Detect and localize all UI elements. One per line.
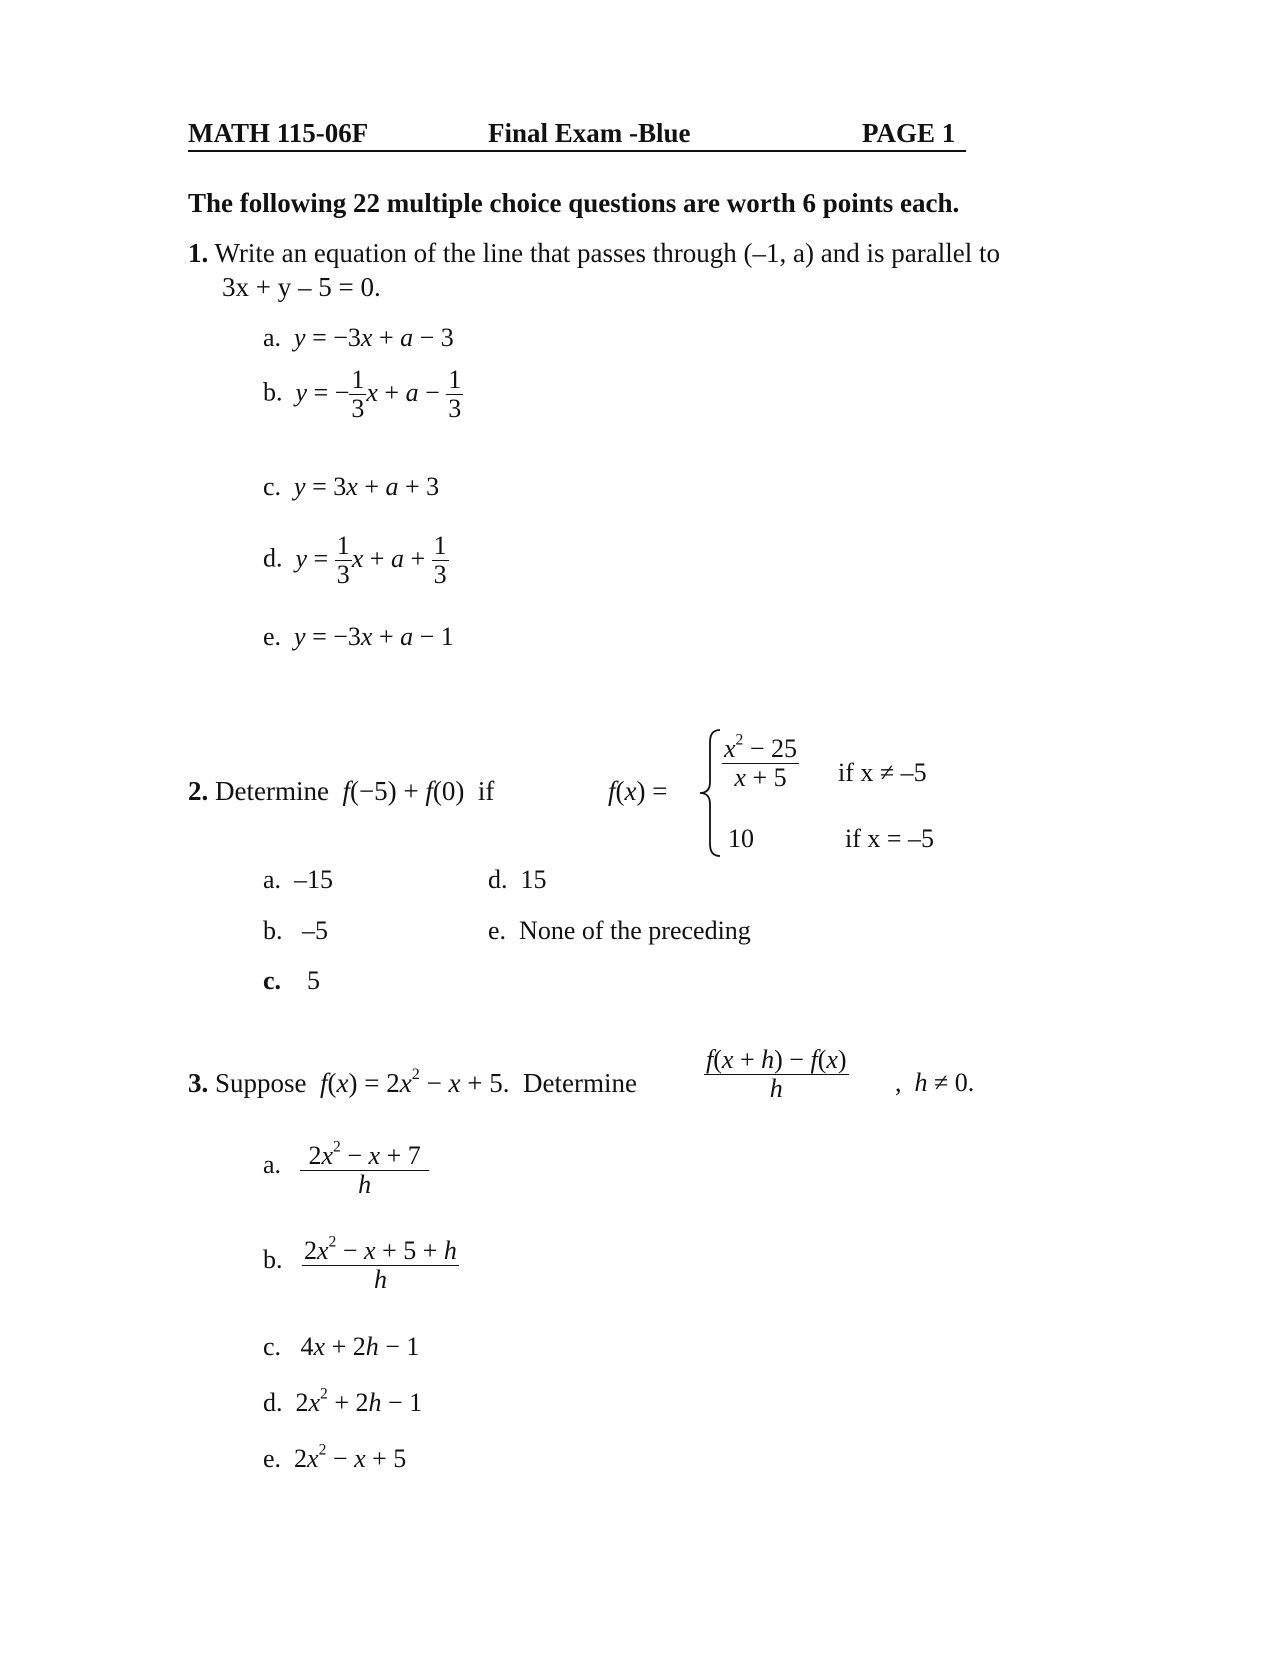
q3-choice-a-label: a. xyxy=(263,1150,282,1179)
question-function: $f(x) = 2x^2 - x + 5$. xyxy=(320,1065,510,1098)
choice-label: c. xyxy=(263,966,282,995)
q3-choice-a xyxy=(300,1138,429,1200)
q3-choice-b-label: b. xyxy=(263,1245,283,1274)
choice-label: e. xyxy=(488,916,507,945)
choice-label: a. xyxy=(263,865,282,894)
q2-choice-e xyxy=(488,916,751,946)
piecewise-case-1 xyxy=(722,731,799,793)
question-3 xyxy=(188,1065,637,1099)
choice-value: None of the preceding xyxy=(519,916,751,945)
q3-choice-c xyxy=(263,1332,419,1362)
q1-choice-c xyxy=(263,472,439,502)
question-number: 1. xyxy=(188,238,209,268)
question-expression: f(−5) + f(0) xyxy=(342,776,465,806)
choice-math: $2x^2 - x + 5$ xyxy=(294,1441,407,1473)
choice-value: 15 xyxy=(520,865,547,894)
q1-choice-d xyxy=(263,532,449,589)
q2-choice-d xyxy=(488,865,547,895)
choice-label: a. xyxy=(263,323,282,352)
question-1 xyxy=(188,238,1000,269)
choice-math: y = 3x + a + 3 xyxy=(294,472,440,501)
question-2 xyxy=(188,776,494,807)
case-1-condition: if x ≠ –5 xyxy=(838,758,927,787)
choice-label: e. xyxy=(263,622,282,651)
choice-math: y = $\frac{1}{3}$ x + a + $\frac{1}{3}$ xyxy=(295,531,447,590)
choice-value: 5 xyxy=(307,966,321,995)
course-code: MATH 115-06F xyxy=(188,118,369,148)
choice-math: $\frac{2x^2 - x + 5 + h}{h}$ xyxy=(304,1233,457,1295)
question-text: Determine xyxy=(215,776,329,806)
choice-math: y = − $\frac{1}{3}$ x + a − $\frac{1}{3}$ xyxy=(295,365,462,424)
piecewise-brace xyxy=(694,728,724,858)
q3-choice-b xyxy=(302,1233,459,1295)
q3-choice-e xyxy=(263,1441,407,1474)
choice-label: d. xyxy=(263,1388,283,1417)
difference-quotient-fraction: $\frac{f(x + h) - f(x)}{h}$ xyxy=(706,1045,847,1104)
case-2-condition: if x = –5 xyxy=(845,824,935,853)
header-rule xyxy=(188,150,966,152)
determine-word: Determine xyxy=(523,1068,637,1098)
q2-choice-b xyxy=(263,916,328,946)
choice-value: –15 xyxy=(294,865,334,894)
choice-label: e. xyxy=(263,1444,282,1473)
piecewise-function-name: f(x) = xyxy=(608,776,668,806)
question-text: Suppose xyxy=(215,1068,307,1098)
difference-quotient xyxy=(704,1046,849,1103)
q3-choice-d xyxy=(263,1385,423,1418)
question-number: 2. xyxy=(188,776,209,806)
choice-label: b. xyxy=(263,377,283,407)
instructions: The following 22 multiple choice questions are worth 6 points each. xyxy=(188,188,960,218)
q1-choice-b xyxy=(263,366,463,423)
h-condition: , h ≠ 0. xyxy=(895,1068,975,1097)
choice-label: d. xyxy=(488,865,508,894)
exam-title: Final Exam -Blue xyxy=(488,118,691,148)
question-number: 3. xyxy=(188,1068,209,1098)
choice-label: c. xyxy=(263,472,282,501)
case-1-fraction: $\frac{x^2 - 25}{x + 5}$ xyxy=(724,731,798,793)
choice-math: 4x + 2h − 1 xyxy=(300,1332,420,1361)
case-2-value: 10 xyxy=(728,824,754,853)
choice-math: y = −3x + a − 1 xyxy=(294,622,454,651)
q2-choice-c xyxy=(263,966,320,996)
choice-math: $\frac{2x^2 - x + 7}{h}$ xyxy=(302,1138,428,1200)
question-1-equation: 3x + y – 5 = 0. xyxy=(222,272,381,302)
page-number: PAGE 1 xyxy=(862,118,956,148)
q2-choice-a xyxy=(263,865,333,895)
choice-math: y = −3x + a − 3 xyxy=(294,323,454,352)
q1-choice-a xyxy=(263,323,454,353)
choice-math: $2x^2 + 2h - 1$ xyxy=(295,1385,423,1417)
choice-label: c. xyxy=(263,1332,282,1361)
choice-label: b. xyxy=(263,916,283,945)
q1-choice-e xyxy=(263,622,454,652)
choice-label: d. xyxy=(263,543,283,573)
question-text: Write an equation of the line that passes through (–1, a) and is parallel to xyxy=(214,238,1000,268)
choice-value: –5 xyxy=(302,916,328,945)
if-word: if xyxy=(477,776,495,806)
